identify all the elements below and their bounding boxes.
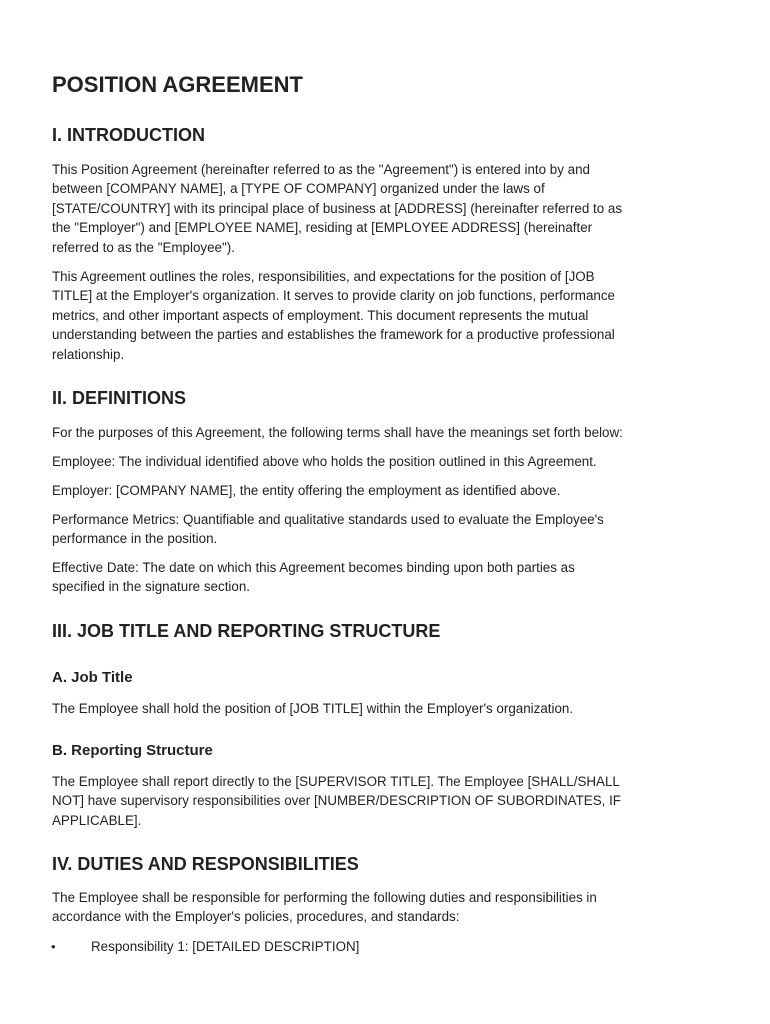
text-line: performance in the position. — [52, 531, 218, 547]
text-line: NOT] have supervisory responsibilities over [NUMBER/DESCRIPTION OF SUBORDINATES, IF — [52, 793, 621, 809]
section-heading-job-title: III. JOB TITLE AND REPORTING STRUCTURE — [52, 621, 441, 641]
text-line: Responsibility 1: [DETAILED DESCRIPTION] — [91, 939, 360, 954]
text-line: relationship. — [52, 346, 125, 362]
text-line: referred to as the "Employee"). — [52, 239, 235, 255]
text-line: metrics, and other important aspects of employment. This document represents the mutual — [52, 307, 589, 323]
text-line: Employee: The individual identified above who holds the position outlined in this Agreement. — [52, 454, 597, 469]
section-heading-duties: IV. DUTIES AND RESPONSIBILITIES — [52, 854, 359, 874]
text-line: the "Employer") and [EMPLOYEE NAME], residing at [EMPLOYEE ADDRESS] (hereinafter — [52, 220, 593, 236]
text-line: Employer: [COMPANY NAME], the entity offering the employment as identified above. — [52, 483, 561, 498]
definition-employee — [52, 452, 732, 471]
text-line: TITLE] at the Employer's organization. It serves to provide clarity on job functions, performance — [52, 288, 615, 304]
text-line: Effective Date: The date on which this Agreement becomes binding upon both parties as — [52, 560, 575, 575]
text-line: The Employee shall be responsible for performing the following duties and responsibilities in — [52, 890, 597, 905]
paragraph — [52, 160, 732, 257]
paragraph — [52, 267, 732, 364]
definition-effective-date — [52, 558, 732, 597]
section-heading-definitions: II. DEFINITIONS — [52, 388, 187, 408]
text-line: specified in the signature section. — [52, 579, 251, 595]
text-line: This Position Agreement (hereinafter referred to as the "Agreement") is entered into by and — [52, 162, 590, 177]
text-line: This Agreement outlines the roles, responsibilities, and expectations for the position of [JOB — [52, 269, 595, 284]
text-line: Performance Metrics: Quantifiable and qualitative standards used to evaluate the Employee's — [52, 512, 604, 527]
text-line: understanding between the parties and establishes the framework for a productive professional — [52, 327, 615, 343]
text-line: The Employee shall hold the position of [JOB TITLE] within the Employer's organization. — [52, 701, 574, 716]
bullet-icon: • — [51, 939, 56, 954]
text-line: The Employee shall report directly to the [SUPERVISOR TITLE]. The Employee [SHALL/SHALL — [52, 774, 620, 789]
document-title: POSITION AGREEMENT — [52, 72, 303, 97]
paragraph — [52, 888, 732, 927]
paragraph — [52, 772, 732, 830]
definition-performance-metrics — [52, 510, 732, 549]
paragraph — [52, 699, 732, 718]
section-heading-introduction: I. INTRODUCTION — [52, 125, 205, 145]
text-line: between [COMPANY NAME], a [TYPE OF COMPANY] organized under the laws of — [52, 181, 545, 197]
text-line: [STATE/COUNTRY] with its principal place of business at [ADDRESS] (hereinafter referred to as — [52, 200, 623, 216]
text-line: APPLICABLE]. — [52, 812, 142, 828]
paragraph — [52, 423, 732, 442]
list-item — [52, 937, 770, 956]
subsection-heading-reporting-structure: B. Reporting Structure — [52, 742, 213, 759]
text-line: accordance with the Employer's policies, procedures, and standards: — [52, 909, 460, 925]
text-line: For the purposes of this Agreement, the following terms shall have the meanings set forth below: — [52, 425, 623, 440]
definition-employer — [52, 481, 732, 500]
subsection-heading-job-title: A. Job Title — [52, 669, 133, 686]
